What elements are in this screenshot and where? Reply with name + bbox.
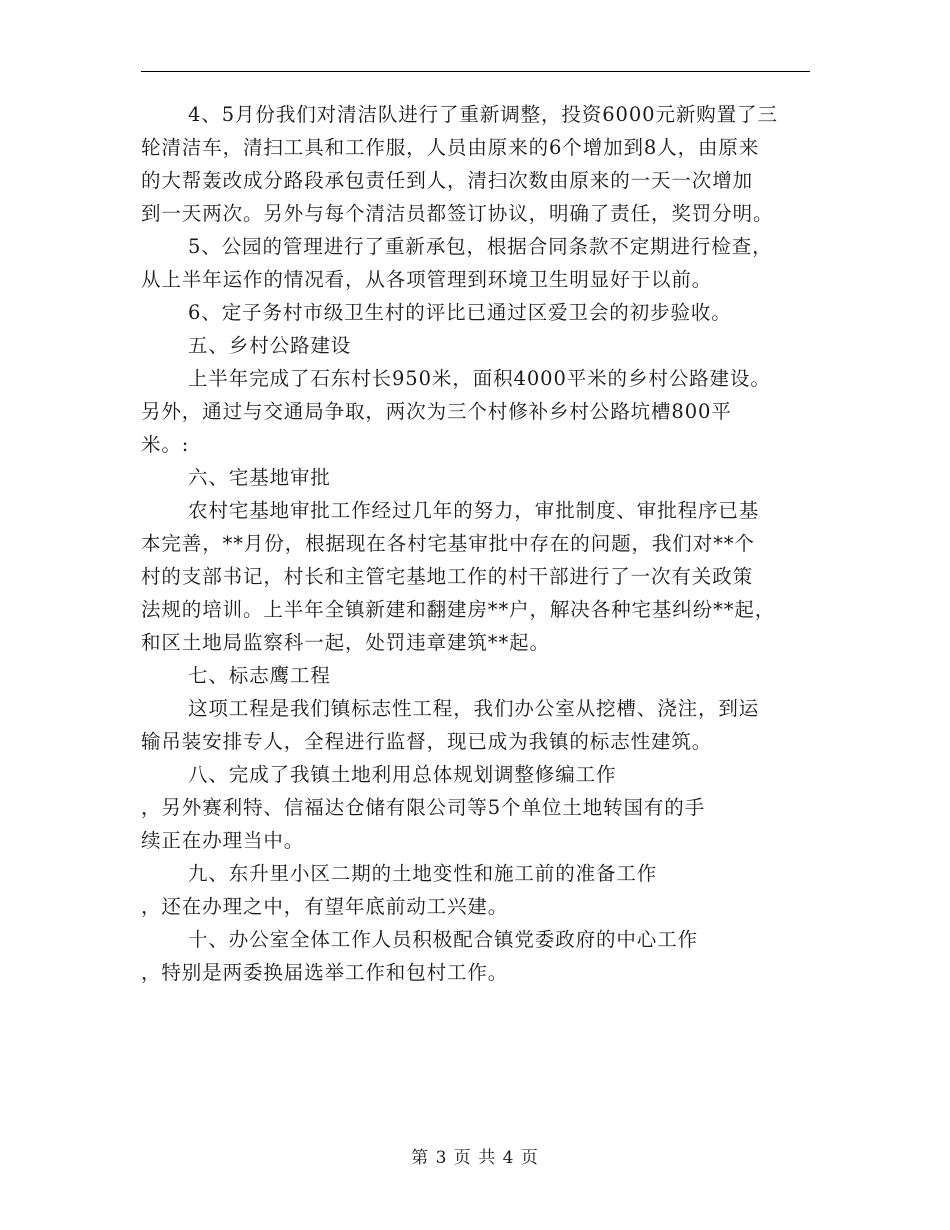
body-line: 上半年完成了石东村长950米，面积4000平米的乡村公路建设。 <box>188 367 771 390</box>
body-line: 农村宅基地审批工作经过几年的努力，审批制度、审批程序已基 <box>188 499 760 522</box>
body-line: 的大帮轰改成分路段承包责任到人，清扫次数由原来的一天一次增加 <box>141 169 754 192</box>
header-rule <box>141 71 810 72</box>
body-line: 输吊装安排专人，全程进行监督，现已成为我镇的标志性建筑。 <box>141 730 713 753</box>
body-line: 轮清洁车，清扫工具和工作服，人员由原来的6个增加到8人，由原来 <box>141 136 760 159</box>
document-body <box>141 98 813 989</box>
page-footer: 第 3 页 共 4 页 <box>411 1148 539 1168</box>
body-line: 法规的培训。上半年全镇新建和翻建房**户，解决各种宅基纠纷**起， <box>141 598 776 621</box>
body-line: 到一天两次。另外与每个清洁员都签订协议，明确了责任，奖罚分明。 <box>141 202 774 225</box>
section-heading: 九、东升里小区二期的土地变性和施工前的准备工作 <box>188 862 658 885</box>
body-line: 从上半年运作的情况看，从各项管理到环境卫生明显好于以前。 <box>141 268 713 291</box>
body-line: ，特别是两委换届选举工作和包村工作。 <box>141 961 509 984</box>
body-line: 4、5月份我们对清洁队进行了重新调整，投资6000元新购置了三 <box>188 103 778 126</box>
body-line: 村的支部书记，村长和主管宅基地工作的村干部进行了一次有关政策 <box>141 565 754 588</box>
body-line: 6、定子务村市级卫生村的评比已通过区爱卫会的初步验收。 <box>188 301 732 324</box>
body-line: 5、公园的管理进行了重新承包，根据合同条款不定期进行检查， <box>188 235 773 258</box>
body-line: 这项工程是我们镇标志性工程，我们办公室从挖槽、浇注，到运 <box>188 697 760 720</box>
section-heading: 六、宅基地审批 <box>188 466 331 489</box>
body-line: 和区土地局监察科一起，处罚违章建筑**起。 <box>141 631 550 654</box>
section-heading: 五、乡村公路建设 <box>188 334 352 357</box>
body-line: ，还在办理之中，有望年底前动工兴建。 <box>141 895 509 918</box>
body-line: 米。: <box>141 433 190 456</box>
section-heading: 八、完成了我镇土地利用总体规划调整修编工作 <box>188 763 617 786</box>
body-line: 另外，通过与交通局争取，两次为三个村修补乡村公路坑槽800平 <box>141 400 732 423</box>
body-line: 续正在办理当中。 <box>141 829 305 852</box>
body-line: 本完善，**月份，根据现在各村宅基审批中存在的问题，我们对**个 <box>141 532 755 555</box>
body-line: ，另外赛利特、信福达仓储有限公司等5个单位土地转国有的手 <box>141 796 706 819</box>
section-heading: 七、标志鹰工程 <box>188 664 331 687</box>
section-heading: 十、办公室全体工作人员积极配合镇党委政府的中心工作 <box>188 928 699 951</box>
